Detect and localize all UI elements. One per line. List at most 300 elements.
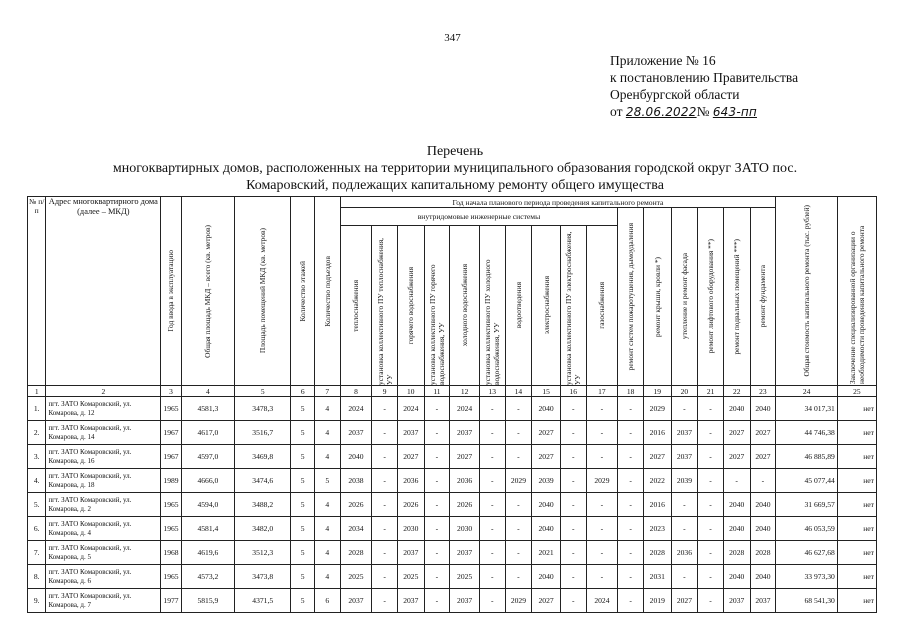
table-cell: - bbox=[560, 517, 586, 541]
table-cell: 4 bbox=[314, 517, 340, 541]
column-number-cell: 25 bbox=[837, 386, 876, 397]
table-cell: 5 bbox=[291, 493, 315, 517]
table-cell: 33 973,30 bbox=[776, 565, 838, 589]
table-cell: - bbox=[424, 589, 450, 613]
table-cell: - bbox=[698, 589, 724, 613]
table-cell: - bbox=[618, 517, 644, 541]
table-cell: нет bbox=[837, 541, 876, 565]
table-cell: 2027 bbox=[643, 445, 671, 469]
table-cell: - bbox=[424, 445, 450, 469]
header-basement: ремонт подвальных помещений ***) bbox=[723, 208, 750, 386]
table-cell: 2040 bbox=[532, 397, 561, 421]
table-cell: 2026 bbox=[397, 493, 424, 517]
table-cell: 2037 bbox=[397, 541, 424, 565]
table-cell: 5 bbox=[291, 445, 315, 469]
table-cell: - bbox=[618, 589, 644, 613]
table-cell: 4581,4 bbox=[181, 517, 234, 541]
column-number-cell: 14 bbox=[505, 386, 532, 397]
header-fire: ремонт систем пожаротушения, дымоудаления bbox=[618, 208, 644, 386]
table-row bbox=[28, 493, 877, 517]
table-cell: 2040 bbox=[750, 397, 776, 421]
table-cell: 3. bbox=[28, 445, 46, 469]
table-cell: пгт. ЗАТО Комаровский, ул. Комарова, д. 14 bbox=[46, 421, 161, 445]
table-cell: - bbox=[479, 493, 505, 517]
table-cell: 2034 bbox=[340, 517, 372, 541]
table-cell: 4581,3 bbox=[181, 397, 234, 421]
table-row bbox=[28, 445, 877, 469]
table-cell: нет bbox=[837, 517, 876, 541]
column-number-cell: 8 bbox=[340, 386, 372, 397]
table-cell: нет bbox=[837, 565, 876, 589]
table-cell: 4 bbox=[314, 541, 340, 565]
column-number-row bbox=[28, 386, 877, 397]
table-cell: - bbox=[372, 589, 398, 613]
table-cell: 2040 bbox=[532, 565, 561, 589]
table-cell: пгт. ЗАТО Комаровский, ул. Комарова, д. 6 bbox=[46, 565, 161, 589]
page-number: 347 bbox=[444, 32, 461, 44]
title-line-2: многоквартирных домов, расположенных на территории муниципального образования городской округ ЗАТО пос. bbox=[112, 161, 798, 176]
table-cell: 4617,0 bbox=[181, 421, 234, 445]
table-cell: 5 bbox=[314, 469, 340, 493]
table-cell: - bbox=[372, 445, 398, 469]
table-cell: 4666,0 bbox=[181, 469, 234, 493]
table-cell: 2025 bbox=[450, 565, 480, 589]
table-cell: - bbox=[698, 397, 724, 421]
table-cell: 4 bbox=[314, 397, 340, 421]
table-cell: 4573,2 bbox=[181, 565, 234, 589]
table-cell: 2040 bbox=[723, 565, 750, 589]
table-cell: 2027 bbox=[750, 445, 776, 469]
table-row bbox=[28, 397, 877, 421]
table-cell: - bbox=[698, 445, 724, 469]
table-cell: 9. bbox=[28, 589, 46, 613]
table-cell: 7. bbox=[28, 541, 46, 565]
table-cell: 2024 bbox=[340, 397, 372, 421]
column-number-cell: 15 bbox=[532, 386, 561, 397]
table-cell: 2040 bbox=[723, 397, 750, 421]
table-cell: - bbox=[671, 397, 698, 421]
handwritten-number: 643-пп bbox=[712, 105, 757, 119]
table-cell: - bbox=[372, 397, 398, 421]
column-number-cell: 21 bbox=[698, 386, 724, 397]
table-cell: пгт. ЗАТО Комаровский, ул. Комарова, д. 5 bbox=[46, 541, 161, 565]
table-body bbox=[28, 386, 877, 613]
header-conclusion: Заключение специализированной организации о необходимости проведения капитального ремонта bbox=[837, 197, 876, 386]
table-cell: 1967 bbox=[161, 445, 182, 469]
table-cell: - bbox=[698, 493, 724, 517]
table-cell: 5 bbox=[291, 469, 315, 493]
table-cell: 2029 bbox=[586, 469, 618, 493]
header-total-cost: Общая стоимость капитального ремонта (тыс. рублей) bbox=[776, 197, 838, 386]
header-period-group: Год начала планового периода проведения капитального ремонта bbox=[340, 197, 776, 208]
table-cell: нет bbox=[837, 445, 876, 469]
column-number-cell: 5 bbox=[235, 386, 291, 397]
table-cell: 5 bbox=[291, 589, 315, 613]
table-cell: - bbox=[479, 589, 505, 613]
header-total-area: Общая площадь МКД – всего (кв. метров) bbox=[181, 197, 234, 386]
header-electric: электроснабжения bbox=[532, 226, 561, 386]
table-cell: 4371,5 bbox=[235, 589, 291, 613]
mkd-table bbox=[27, 196, 877, 613]
table-cell: 8. bbox=[28, 565, 46, 589]
table-cell: 45 077,44 bbox=[776, 469, 838, 493]
table-cell: 4597,0 bbox=[181, 445, 234, 469]
table-cell: - bbox=[586, 493, 618, 517]
table-cell: 2026 bbox=[450, 493, 480, 517]
table-cell: 34 017,31 bbox=[776, 397, 838, 421]
header-heat-meter: установка коллективного ПУ теплоснабжения, УУ bbox=[372, 226, 398, 386]
table-cell: 2027 bbox=[450, 445, 480, 469]
table-cell: 46 053,59 bbox=[776, 517, 838, 541]
table-cell: 5 bbox=[291, 517, 315, 541]
table-cell: - bbox=[424, 469, 450, 493]
table-cell: 3478,3 bbox=[235, 397, 291, 421]
table-cell: 2027 bbox=[723, 445, 750, 469]
table-cell: 3474,6 bbox=[235, 469, 291, 493]
table-cell: 2027 bbox=[532, 589, 561, 613]
table-cell: - bbox=[586, 421, 618, 445]
table-cell: 2037 bbox=[397, 589, 424, 613]
column-number-cell: 17 bbox=[586, 386, 618, 397]
table-cell: 3512,3 bbox=[235, 541, 291, 565]
table-cell: 2037 bbox=[340, 589, 372, 613]
table-cell: 2031 bbox=[643, 565, 671, 589]
table-cell: 3469,8 bbox=[235, 445, 291, 469]
table-cell: - bbox=[560, 397, 586, 421]
table-cell: - bbox=[698, 565, 724, 589]
table-cell: 2037 bbox=[450, 421, 480, 445]
table-cell: 2027 bbox=[750, 421, 776, 445]
table-cell: 2036 bbox=[450, 469, 480, 493]
table-cell: пгт. ЗАТО Комаровский, ул. Комарова, д. 2 bbox=[46, 493, 161, 517]
table-cell: - bbox=[671, 493, 698, 517]
table-header bbox=[28, 197, 877, 386]
appendix-line-1: Приложение № 16 bbox=[610, 53, 716, 68]
table-cell: 3473,8 bbox=[235, 565, 291, 589]
table-cell: 2036 bbox=[671, 541, 698, 565]
table-cell: - bbox=[372, 493, 398, 517]
handwritten-date: 28.06.2022 bbox=[625, 105, 697, 119]
table-cell: - bbox=[618, 541, 644, 565]
column-number-cell: 20 bbox=[671, 386, 698, 397]
table-cell: - bbox=[505, 397, 532, 421]
appendix-line-4 bbox=[610, 103, 798, 121]
table-cell: - bbox=[560, 493, 586, 517]
table-cell: - bbox=[618, 493, 644, 517]
table-cell: 4 bbox=[314, 565, 340, 589]
column-number-cell: 24 bbox=[776, 386, 838, 397]
table-cell: 2039 bbox=[532, 469, 561, 493]
table-cell: - bbox=[560, 445, 586, 469]
column-number-cell: 7 bbox=[314, 386, 340, 397]
table-cell: - bbox=[479, 541, 505, 565]
table-cell: - bbox=[505, 517, 532, 541]
table-cell: - bbox=[586, 397, 618, 421]
table-cell: 2030 bbox=[397, 517, 424, 541]
table-cell: - bbox=[424, 517, 450, 541]
table-cell: - bbox=[479, 421, 505, 445]
table-cell: - bbox=[698, 517, 724, 541]
table-cell: 4 bbox=[314, 421, 340, 445]
table-cell: 5815,9 bbox=[181, 589, 234, 613]
table-cell: 2023 bbox=[643, 517, 671, 541]
header-electric-meter: установка коллективного ПУ электроснабжения, УУ bbox=[560, 226, 586, 386]
table-cell: 2027 bbox=[532, 421, 561, 445]
table-cell: - bbox=[618, 565, 644, 589]
table-cell: 5 bbox=[291, 421, 315, 445]
header-hot-water: горячего водоснабжения bbox=[397, 226, 424, 386]
table-cell: - bbox=[424, 493, 450, 517]
table-cell: 2028 bbox=[643, 541, 671, 565]
table-cell: 2037 bbox=[723, 589, 750, 613]
table-cell: 2037 bbox=[750, 589, 776, 613]
table-cell: 2016 bbox=[643, 493, 671, 517]
table-cell: - bbox=[372, 565, 398, 589]
table-cell: - bbox=[618, 421, 644, 445]
table-cell: 2029 bbox=[643, 397, 671, 421]
table-cell: - bbox=[479, 445, 505, 469]
table-cell: - bbox=[618, 397, 644, 421]
table-cell: 2022 bbox=[643, 469, 671, 493]
table-cell: 2027 bbox=[532, 445, 561, 469]
table-row bbox=[28, 421, 877, 445]
header-gas: газоснабжения bbox=[586, 226, 618, 386]
table-cell: 2028 bbox=[340, 541, 372, 565]
table-cell: 1965 bbox=[161, 493, 182, 517]
table-cell: 2039 bbox=[671, 469, 698, 493]
table-cell: 2028 bbox=[750, 541, 776, 565]
table-cell: 2040 bbox=[532, 517, 561, 541]
table-cell: 2038 bbox=[340, 469, 372, 493]
table-cell: - bbox=[424, 565, 450, 589]
table-cell: 2. bbox=[28, 421, 46, 445]
header-facade: утепление и ремонт фасада bbox=[671, 208, 698, 386]
table-cell: 2027 bbox=[723, 421, 750, 445]
table-cell: - bbox=[424, 421, 450, 445]
table-cell: 2024 bbox=[586, 589, 618, 613]
table-cell: - bbox=[479, 469, 505, 493]
table-cell: 2027 bbox=[671, 589, 698, 613]
table-cell: нет bbox=[837, 397, 876, 421]
number-prefix: № bbox=[696, 104, 710, 119]
table-cell: 2040 bbox=[723, 493, 750, 517]
table-cell: - bbox=[560, 421, 586, 445]
table-cell: 4. bbox=[28, 469, 46, 493]
table-cell: 6. bbox=[28, 517, 46, 541]
table-cell: 2036 bbox=[397, 469, 424, 493]
table-cell: 4 bbox=[314, 445, 340, 469]
table-cell: 44 746,38 bbox=[776, 421, 838, 445]
table-cell: - bbox=[424, 541, 450, 565]
table-cell: 3482,0 bbox=[235, 517, 291, 541]
header-floors: Количество этажей bbox=[291, 197, 315, 386]
appendix-line-3: Оренбургской области bbox=[610, 87, 740, 102]
table-cell: 46 885,89 bbox=[776, 445, 838, 469]
table-cell: 6 bbox=[314, 589, 340, 613]
table-cell: 2024 bbox=[450, 397, 480, 421]
header-systems-group: внутридомовые инженерные системы bbox=[340, 208, 618, 226]
header-premises-area: Площадь помещений МКД (кв. метров) bbox=[235, 197, 291, 386]
appendix-line-2: к постановлению Правительства bbox=[610, 70, 799, 85]
header-sewerage: водоотведения bbox=[505, 226, 532, 386]
column-number-cell: 16 bbox=[560, 386, 586, 397]
table-cell: 1968 bbox=[161, 541, 182, 565]
table-cell: 2019 bbox=[643, 589, 671, 613]
column-number-cell: 11 bbox=[424, 386, 450, 397]
table-cell: - bbox=[618, 469, 644, 493]
table-cell: 2040 bbox=[750, 565, 776, 589]
table-cell: 2030 bbox=[450, 517, 480, 541]
table-cell: - bbox=[586, 541, 618, 565]
table-cell: - bbox=[505, 565, 532, 589]
header-address: Адрес многоквартирного дома (далее – МКД) bbox=[46, 197, 161, 386]
table-cell: 2037 bbox=[671, 445, 698, 469]
table-cell: 68 541,30 bbox=[776, 589, 838, 613]
table-cell: - bbox=[505, 541, 532, 565]
table-cell: 4 bbox=[314, 493, 340, 517]
table-cell: 5. bbox=[28, 493, 46, 517]
table-cell: 2025 bbox=[397, 565, 424, 589]
header-num: № п/п bbox=[28, 197, 46, 386]
table-cell: пгт. ЗАТО Комаровский, ул. Комарова, д. 4 bbox=[46, 517, 161, 541]
table-cell: 2037 bbox=[340, 421, 372, 445]
table-cell: 46 627,68 bbox=[776, 541, 838, 565]
table-cell: пгт. ЗАТО Комаровский, ул. Комарова, д. 12 bbox=[46, 397, 161, 421]
table-cell: - bbox=[505, 445, 532, 469]
title-line-1: Перечень bbox=[426, 144, 484, 159]
column-number-cell: 18 bbox=[618, 386, 644, 397]
table-cell: 2037 bbox=[450, 589, 480, 613]
table-cell: - bbox=[560, 541, 586, 565]
column-number-cell: 12 bbox=[450, 386, 480, 397]
table-cell: пгт. ЗАТО Комаровский, ул. Комарова, д. 16 bbox=[46, 445, 161, 469]
table-cell: 1965 bbox=[161, 397, 182, 421]
table-cell: - bbox=[560, 565, 586, 589]
date-prefix: от bbox=[610, 104, 623, 119]
table-cell: - bbox=[479, 517, 505, 541]
table-cell: - bbox=[505, 421, 532, 445]
table-cell: 2037 bbox=[671, 421, 698, 445]
header-heat: теплоснабжения bbox=[340, 226, 372, 386]
table-cell: 1965 bbox=[161, 517, 182, 541]
column-number-cell: 23 bbox=[750, 386, 776, 397]
table-cell: - bbox=[586, 565, 618, 589]
table-cell: 2029 bbox=[505, 469, 532, 493]
header-elevator: ремонт лифтового оборудования **) bbox=[698, 208, 724, 386]
column-number-cell: 6 bbox=[291, 386, 315, 397]
header-year-built: Год ввода в эксплуатацию bbox=[161, 197, 182, 386]
header-hot-water-meter: установка коллективного ПУ горячего водоснабжения, УУ bbox=[424, 226, 450, 386]
header-foundation: ремонт фундамента bbox=[750, 208, 776, 386]
table-cell: 3488,2 bbox=[235, 493, 291, 517]
table-cell: - bbox=[618, 445, 644, 469]
table-cell: 3516,7 bbox=[235, 421, 291, 445]
table-cell: 2024 bbox=[397, 397, 424, 421]
table-row bbox=[28, 517, 877, 541]
table-cell: - bbox=[586, 517, 618, 541]
table-cell: пгт. ЗАТО Комаровский, ул. Комарова, д. 18 bbox=[46, 469, 161, 493]
column-number-cell: 10 bbox=[397, 386, 424, 397]
table-cell: 2027 bbox=[397, 445, 424, 469]
table-cell: - bbox=[698, 421, 724, 445]
table-cell: - bbox=[372, 541, 398, 565]
column-number-cell: 3 bbox=[161, 386, 182, 397]
table-cell: 1989 bbox=[161, 469, 182, 493]
table-cell: 2016 bbox=[643, 421, 671, 445]
table-cell: - bbox=[750, 469, 776, 493]
column-number-cell: 13 bbox=[479, 386, 505, 397]
table-cell: - bbox=[372, 517, 398, 541]
document-title bbox=[40, 143, 870, 194]
column-number-cell: 9 bbox=[372, 386, 398, 397]
table-cell: 1965 bbox=[161, 565, 182, 589]
header-roof: ремонт крыши, кровли *) bbox=[643, 208, 671, 386]
table-cell: - bbox=[505, 493, 532, 517]
table-cell: - bbox=[671, 565, 698, 589]
table-cell: 5 bbox=[291, 541, 315, 565]
table-cell: - bbox=[560, 589, 586, 613]
table-cell: 2040 bbox=[723, 517, 750, 541]
table-row bbox=[28, 565, 877, 589]
table-cell: - bbox=[698, 469, 724, 493]
table-cell: - bbox=[479, 565, 505, 589]
table-cell: - bbox=[560, 469, 586, 493]
header-cold-water: холодного водоснабжения bbox=[450, 226, 480, 386]
table-cell: 2026 bbox=[340, 493, 372, 517]
table-cell: 2037 bbox=[397, 421, 424, 445]
header-entrances: Количество подъездов bbox=[314, 197, 340, 386]
table-cell: - bbox=[723, 469, 750, 493]
table-row bbox=[28, 469, 877, 493]
table-cell: 5 bbox=[291, 565, 315, 589]
title-line-3: Комаровский, подлежащих капитальному ремонту общего имущества bbox=[246, 178, 664, 193]
table-cell: 2029 bbox=[505, 589, 532, 613]
table-cell: 2040 bbox=[532, 493, 561, 517]
table-cell: - bbox=[671, 517, 698, 541]
table-cell: - bbox=[372, 421, 398, 445]
table-cell: 2025 bbox=[340, 565, 372, 589]
table-cell: 1. bbox=[28, 397, 46, 421]
table-cell: 1977 bbox=[161, 589, 182, 613]
table-cell: - bbox=[372, 469, 398, 493]
table-cell: - bbox=[698, 541, 724, 565]
table-cell: 5 bbox=[291, 397, 315, 421]
column-number-cell: 4 bbox=[181, 386, 234, 397]
table-cell: 2040 bbox=[750, 517, 776, 541]
table-cell: 4619,6 bbox=[181, 541, 234, 565]
table-cell: 2037 bbox=[450, 541, 480, 565]
table-cell: нет bbox=[837, 421, 876, 445]
table-cell: 2028 bbox=[723, 541, 750, 565]
appendix-block bbox=[610, 52, 798, 121]
table-cell: 2040 bbox=[750, 493, 776, 517]
table-cell: 2021 bbox=[532, 541, 561, 565]
header-cold-water-meter: установка коллективного ПУ холодного водоснабжения, УУ bbox=[479, 226, 505, 386]
column-number-cell: 1 bbox=[28, 386, 46, 397]
column-number-cell: 22 bbox=[723, 386, 750, 397]
column-number-cell: 2 bbox=[46, 386, 161, 397]
table-cell: нет bbox=[837, 589, 876, 613]
table-cell: нет bbox=[837, 469, 876, 493]
table-cell: 2040 bbox=[340, 445, 372, 469]
table-cell: - bbox=[586, 445, 618, 469]
table-cell: 1967 bbox=[161, 421, 182, 445]
table-cell: - bbox=[479, 397, 505, 421]
table-cell: - bbox=[424, 397, 450, 421]
table-row bbox=[28, 589, 877, 613]
column-number-cell: 19 bbox=[643, 386, 671, 397]
table-cell: 31 669,57 bbox=[776, 493, 838, 517]
